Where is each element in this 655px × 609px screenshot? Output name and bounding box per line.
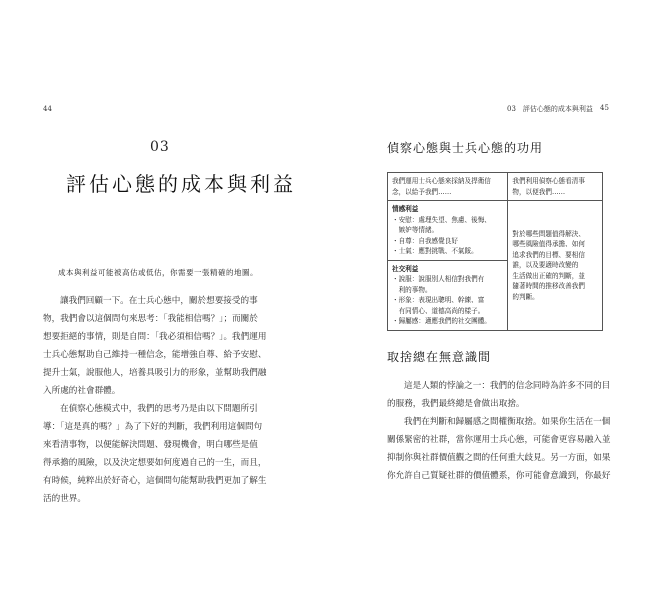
text-line: 物，我們會以這個問句來思考：「我能相信嗎？」；而關於 (43, 314, 258, 324)
list-item: ・形象：表現出聰明、幹練、富 (392, 296, 485, 304)
list-item: 利的事物。 (392, 285, 432, 294)
section-heading-tradeoffs: 取捨總在無意識間 (387, 350, 492, 364)
text-line: 來看清事物，以便能解決問題、發現機會，明白哪些是值 (43, 440, 258, 450)
table-row (388, 201, 603, 261)
text-line: 追求我們的目標、要相信 (512, 250, 585, 259)
text-line: 想要拒絕的事情，則是自問：「我必須相信嗎？」。我們運用 (43, 332, 267, 342)
text-line: 士兵心態幫助自己維持一種信念，能增強自尊、給予安慰、 (43, 350, 267, 360)
text-line: 哪些風險值得承擔、如何 (512, 240, 585, 248)
text-line: 有時候，純粹出於好奇心，這個問句能幫助我們更加了解生 (43, 476, 267, 486)
text-line: 關係緊密的社群，當你運用士兵心態，可能會更容易融入並 (387, 435, 611, 445)
social-benefits-label: 社交利益 (392, 264, 419, 273)
text-line: 抑制你與社群價值觀之間的任何重大歧見。另一方面，如果 (387, 453, 611, 463)
text-line: 我們在判斷和歸屬感之間權衡取捨。如果你生活在一個 (404, 417, 611, 427)
running-head: 03 評估心態的成本與利益 (507, 105, 593, 113)
paragraph (43, 400, 288, 508)
scout-header: 我們利用偵察心態看清事物，以便我們…… (512, 177, 585, 196)
list-item: 嫉妒等情緒。 (392, 226, 439, 234)
chapter-epigraph: 成本與利益可能被高估或低估，你需要一張精確的地圖。 (58, 268, 258, 277)
right-body-text (387, 377, 612, 485)
text-line: 活的世界。 (43, 494, 86, 504)
text-line: 的判斷。 (512, 292, 539, 301)
paragraph (387, 377, 612, 413)
list-item: ・安慰：處理失望、焦慮、後悔、 (392, 215, 491, 224)
left-body-text (43, 292, 288, 508)
emotional-benefits-cell (388, 201, 508, 261)
text-line: 生活做出正確的判斷，並 (512, 271, 585, 280)
text-line: 的服務，我們最終總是會做出取捨。 (387, 399, 525, 409)
text-line: 在偵察心態模式中，我們的思考乃是由以下問題所引 (60, 404, 258, 414)
text-line: 導：「這是真的嗎？」為了下好的判斷，我們利用這個問句 (43, 422, 263, 432)
text-line: 讓我們回顧一下。在士兵心態中，關於想要接受的事 (60, 296, 258, 306)
list-item: ・自尊：自我感覺良好 (392, 236, 458, 245)
list-item: 有同情心、道德高尚的樣子。 (392, 306, 485, 315)
text-line: 這是人類的悖論之一：我們的信念同時為許多不同的目 (404, 381, 611, 391)
social-benefits-cell (388, 260, 508, 330)
text-line: 你允許自己質疑社群的價值體系，你可能會意識到，你最好 (387, 471, 611, 481)
list-item: ・歸屬感：適應我們的社交團體。 (392, 317, 491, 325)
left-page-number: 44 (43, 105, 52, 113)
scout-header-cell (508, 173, 603, 201)
right-page-number: 45 (600, 104, 609, 112)
emotional-benefits-label: 情感利益 (392, 205, 419, 213)
section-heading-functions: 偵察心態與士兵心態的功用 (387, 141, 544, 155)
list-item: ・士氣：應對挑戰、不氣餒。 (392, 247, 478, 255)
text-line: 提升士氣，說服他人，培養具吸引力的形象，並幫助我們融 (43, 368, 267, 378)
text-line: 誰，以及要適時改變的 (512, 261, 579, 269)
text-line: 對於哪些問題值得解決、 (512, 229, 585, 238)
text-line: 入所處的社會群體。 (43, 386, 121, 396)
chapter-title: 評估心態的成本與利益 (66, 172, 296, 196)
paragraph (387, 413, 612, 485)
paragraph (43, 292, 288, 400)
scout-benefits-cell (508, 201, 603, 331)
chapter-number: 03 (150, 139, 170, 155)
soldier-header: 我們運用士兵心態來採納及捍衛信念，以給予我們…… (392, 177, 491, 196)
comparison-table (387, 172, 603, 331)
text-line: 隨著時間的推移改善我們 (512, 282, 585, 290)
text-line: 得承擔的風險，以及決定想要如何度過自己的一生，而且， (43, 458, 267, 468)
soldier-header-cell (388, 173, 508, 201)
table-header-row (388, 173, 603, 201)
list-item: ・說服：說服別人相信對我們有 (392, 275, 485, 283)
